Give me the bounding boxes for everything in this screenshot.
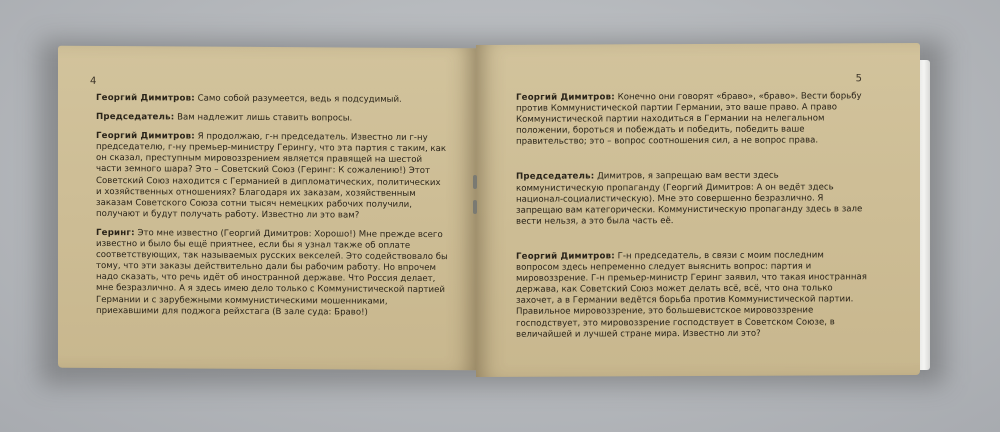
speech-text: Конечно они говорят «браво», «браво». Вести борьбу против Коммунистической партии Германии, это ваше право. А право Коммунистической партии находиться в Германии на нелегальном положении, бороться и побеждать и победить, победить ваше правительство; это – вопрос соотношения сил, а не вопрос права. [516,91,862,148]
left-page-text [96,93,448,327]
paragraph-gap [516,234,868,252]
staple [473,175,477,189]
left-page-number: 4 [90,75,97,87]
right-paragraph-1 [516,91,868,148]
speech-text: Димитров, я запрещаю вам вести здесь коммунистическую пропаганду (Георгий Димитров: А он ведёт здесь национал-социалистическую). Мне это совершенно безразлично. Я запрещаю вам категорически. Коммунистическую пропаганду здесь в зале вести нельзя, а это была часть её. [516,171,863,227]
speech-text: Это мне известно (Георгий Димитров: Хорошо!) Мне прежде всего известно и было бы ещё приятнее, если бы я узнал также об оплате соответствующих, так называемых русских векселей. Это содействовало бы тому, что эти заказы действительно дали бы рабочим работу. Но впрочем надо сказать, что речь идёт об иностранной державе. Что Россия делает, мне безразлично. А я здесь имею дело только с Коммунистической партией Германии и с зарубежными коммунистическими мошенниками, приехавшими для поджога рейхстага (В зале суда: Браво!) [96,228,448,318]
speaker-name: Георгий Димитров: [96,92,195,104]
speech-text: Вам надлежит лишь ставить вопросы. [174,112,353,124]
right-page-text [516,91,868,348]
speaker-name: Председатель: [96,112,175,123]
left-paragraph-1 [96,93,448,106]
speech-text: Я продолжаю, г-н председатель. Известно ли г-ну председателю, г-ну премьер-министру Герингу, что эта партия с таким, как он сказал, преступным мировоззрением является правящей на шестой части земного шара? Это – Советский Союз (Геринг: К сожалению!) Этот Советский Союз находится с Германией в дипломатических, политических и хозяйственных отношениях? Благодаря их заказам, хозяйственным заказам Советского Союза сотни тысяч немецких рабочих получили, получают и будут получать работу. Известно ли это вам? [96,131,447,221]
left-paragraph-2 [96,112,448,125]
left-paragraph-4 [96,228,448,319]
right-page-number: 5 [855,73,862,85]
right-page [476,43,920,377]
speaker-name: Георгий Димитров: [516,251,615,262]
speaker-name: Председатель: [516,171,595,183]
left-paragraph-3 [96,131,448,222]
staple [473,200,477,214]
speaker-name: Геринг: [96,227,135,239]
right-paragraph-2 [516,171,868,228]
speaker-name: Георгий Димитров: [96,131,195,142]
speaker-name: Георгий Димитров: [516,92,615,103]
right-paragraph-3 [516,250,868,340]
speech-text: Само собой разумеется, ведь я подсудимый. [194,93,402,105]
paragraph-gap [516,155,868,173]
left-page [58,46,476,371]
speech-text: Г-н председатель, в связи с моим последним вопросом здесь непременно следует выяснить вопрос: партия и мировоззрение. Г-н премьер-министр Геринг заявил, что такая иностранная держава, как Советский Союз может делать всё, всё, что она только захочет, а в Германии ведётся борьба против Коммунистической партии. Правильное мировоззрение, это большевистское мировоззрение господствует, это мировоззрение господствует в Советском Союзе, в величайшей и лучшей стране мира. Известно ли это? [516,250,867,340]
